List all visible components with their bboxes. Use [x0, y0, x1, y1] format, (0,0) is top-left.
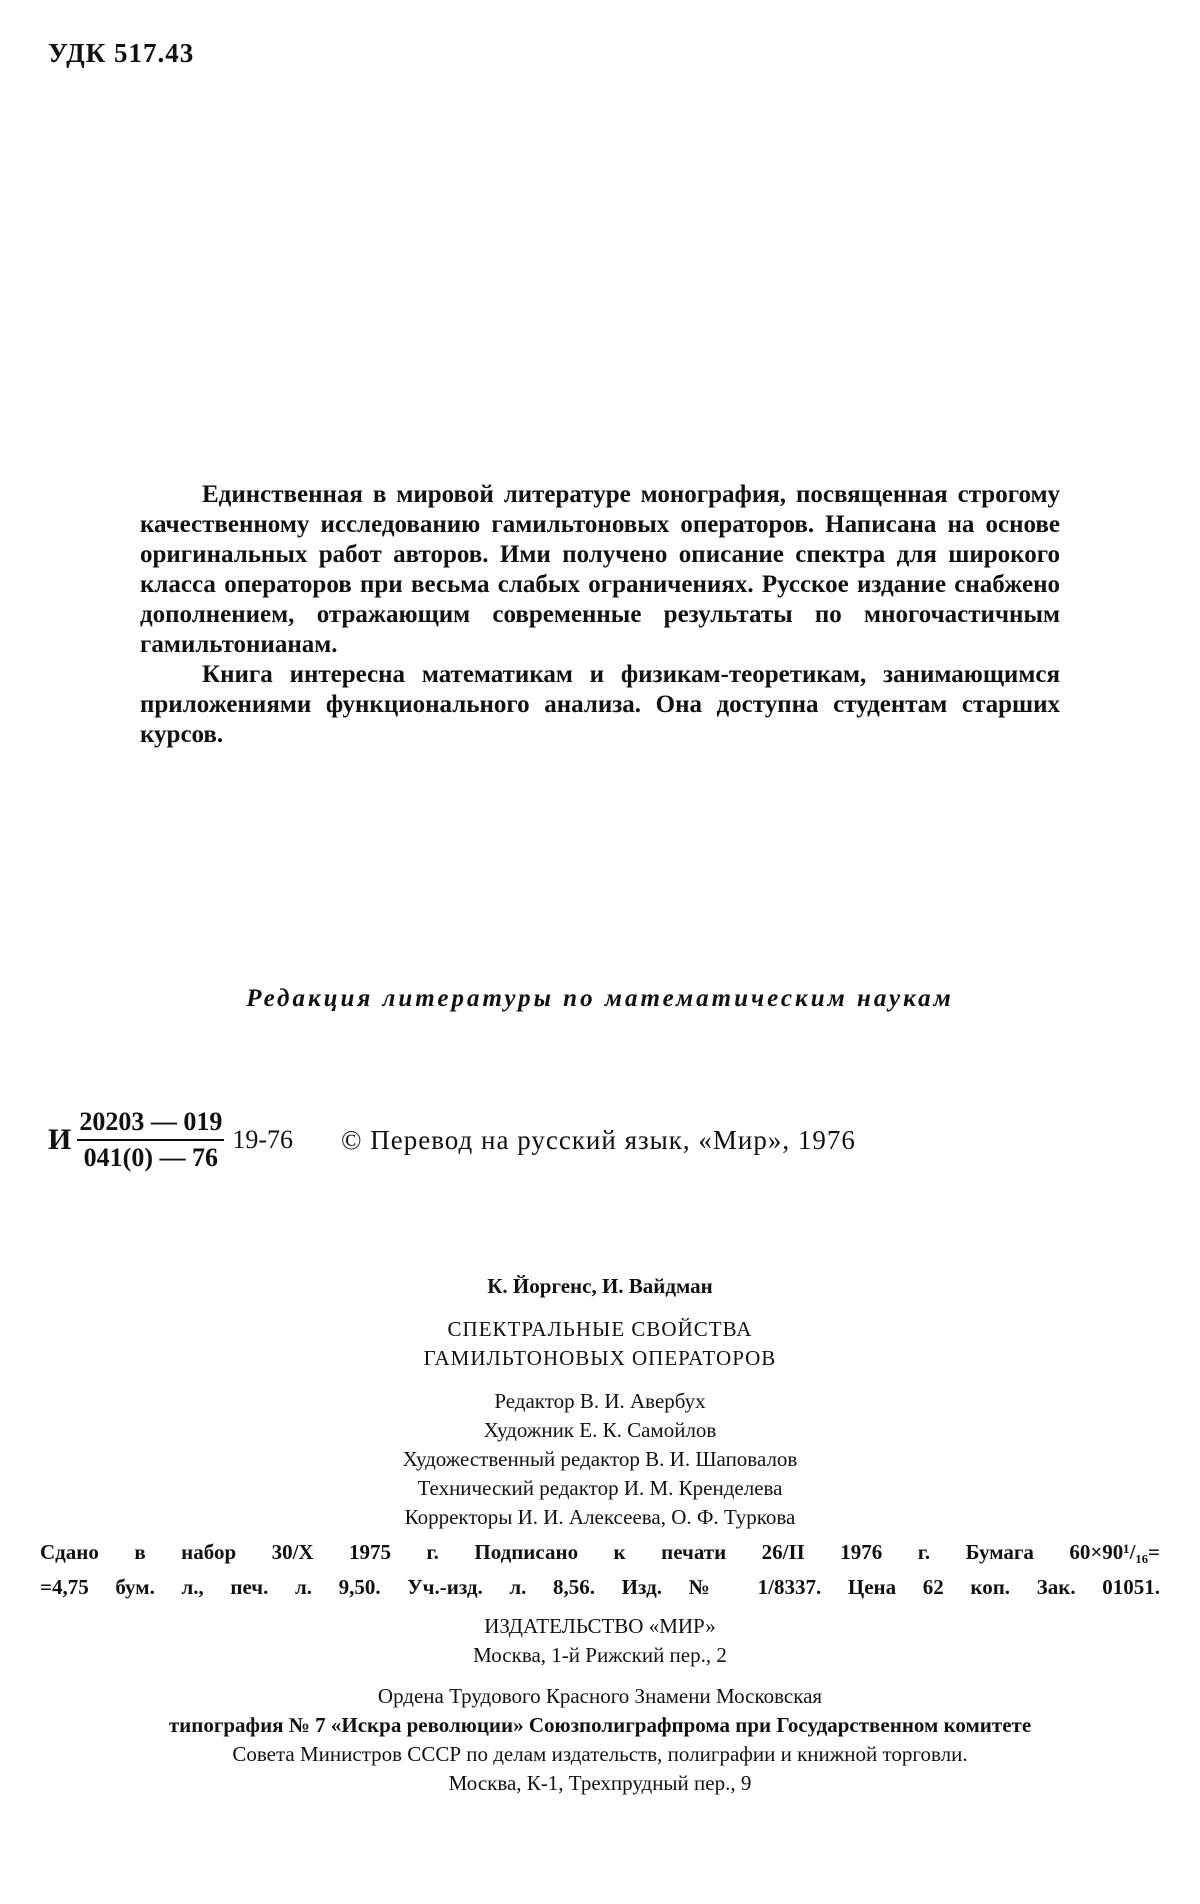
print-details-line: Сдано в набор 30/X 1975 г. Подписано к печати 26/II 1976 г. Бумага 60×90¹/₁₆=: [40, 1540, 1160, 1564]
copyright-line: © Перевод на русский язык, «Мир», 1976: [341, 1124, 856, 1155]
code-numerator: 20203 — 019: [77, 1107, 224, 1141]
publication-code-row: [48, 1100, 856, 1180]
abstract: [140, 480, 1060, 750]
colophon: [40, 1272, 1160, 1798]
printer-line: Совета Министров СССР по делам издательств, полиграфии и книжной торговли.: [232, 1742, 968, 1766]
proofreaders-credit: Корректоры И. И. Алексеева, О. Ф. Туркова: [404, 1505, 796, 1529]
printer-address: Москва, К-1, Трехпрудный пер., 9: [448, 1771, 752, 1795]
code-letter: И: [48, 1123, 72, 1156]
udk-code: УДК 517.43: [48, 38, 195, 68]
credits: [40, 1387, 1160, 1532]
printer-info: [40, 1682, 1160, 1798]
editor-credit: Редактор В. И. Авербух: [494, 1389, 706, 1413]
print-details-line: =4,75 бум. л., печ. л. 9,50. Уч.-изд. л. 8,56. Изд. № 1/8337. Цена 62 коп. Зак. 01051.: [40, 1575, 1160, 1599]
publisher-address: Москва, 1-й Рижский пер., 2: [473, 1643, 727, 1667]
book-title-line: ГАМИЛЬТОНОВЫХ ОПЕРАТОРОВ: [423, 1346, 777, 1370]
authors: К. Йоргенс, И. Вайдман: [487, 1274, 713, 1298]
artist-credit: Художник Е. К. Самойлов: [483, 1418, 717, 1442]
abstract-paragraph: Книга интересна математикам и физикам-теоретикам, занимающимся приложениями функционального анализа. Она доступна студентам старших курсов.: [140, 661, 1060, 748]
code-fraction: [77, 1107, 224, 1173]
edition-note: Редакция литературы по математическим наукам: [246, 985, 954, 1012]
tech-editor-credit: Технический редактор И. М. Кренделева: [417, 1476, 783, 1500]
code-suffix: 19-76: [232, 1125, 294, 1154]
abstract-paragraph: Единственная в мировой литературе монография, посвященная строгому качественному исследованию гамильтоновых операторов. Написана на основе оригинальных работ авторов. Ими получено описание спектра для широкого класса операторов при весьма слабых ограничениях. Русское издание снабжено дополнением, отражающим современные результаты по многочастичным гамильтонианам.: [140, 481, 1060, 658]
art-editor-credit: Художественный редактор В. И. Шаповалов: [402, 1447, 798, 1471]
code-denominator: 041(0) — 76: [83, 1143, 218, 1172]
printer-line: типография № 7 «Искра революции» Союзполиграфпрома при Государственном комитете: [168, 1713, 1032, 1737]
printer-line: Ордена Трудового Красного Знамени Московская: [377, 1684, 823, 1708]
publisher-name: ИЗДАТЕЛЬСТВО «МИР»: [484, 1614, 716, 1638]
book-title-line: СПЕКТРАЛЬНЫЕ СВОЙСТВА: [447, 1317, 753, 1341]
